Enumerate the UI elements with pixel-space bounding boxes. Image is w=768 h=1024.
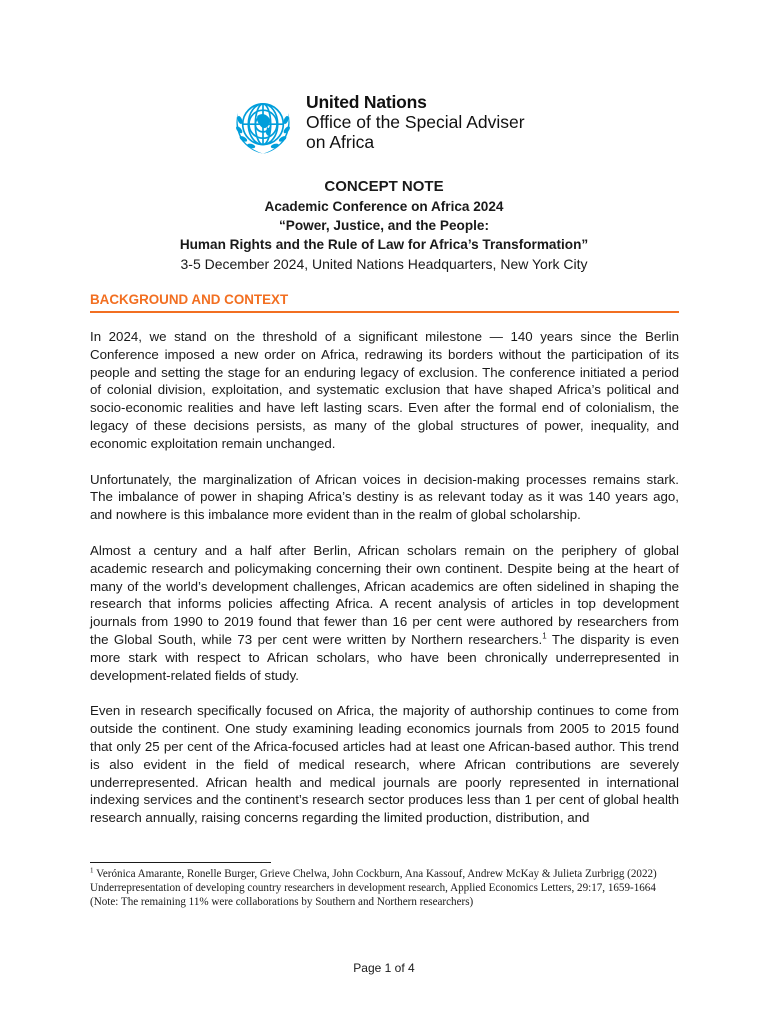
- un-emblem-icon: [228, 92, 298, 162]
- footnote-divider: [90, 862, 271, 863]
- paragraph-3-part-2: The disparity is even more stark with respect to African scholars, who have been chronically underrepresented in development-related fields of study.: [90, 631, 679, 683]
- concept-note-title: CONCEPT NOTE: [324, 178, 444, 195]
- org-line-2: Office of the Special Adviser: [306, 112, 525, 132]
- paragraph-3-part-1: Almost a century and a half after Berlin, African scholars remain on the periphery of global academic research and policymaking concerning their own continent. Despite being at the heart of many of the world’s development challenges, African academics are often sidelined in shaping the research that informs policies affecting Africa. A recent analysis of articles in top development journals from 1990 to 2019 found that fewer than 16 per cent were authored by researchers from the Global South, while 73 per cent were written by Northern researchers.: [90, 542, 679, 647]
- body-text: [90, 328, 679, 845]
- paragraph-3: [90, 542, 679, 684]
- paragraph-4: Even in research specifically focused on Africa, the majority of authorship continues to come from outside the continent. One study examining leading economics journals from 2005 to 2015 found that only 25 per cent of the Africa-focused articles had at least one African-based author. This trend is also evident in the field of medical research, where African contributions are severely underrepresented. African health and medical journals are poorly represented in international indexing services and the continent’s research sector produces less than 1 per cent of global health research annually, raising concerns regarding the limited production, distribution, and: [90, 703, 679, 826]
- page-number: Page 1 of 4: [353, 961, 415, 975]
- org-line-3: on Africa: [306, 132, 375, 152]
- section-divider: [90, 311, 679, 313]
- paragraph-2: Unfortunately, the marginalization of African voices in decision-making processes remains stark. The imbalance of power in shaping Africa’s destiny is as relevant today as it was 140 years ago, and nowhere is this imbalance more evident than in the realm of global scholarship.: [90, 471, 679, 523]
- theme-line-2: Human Rights and the Rule of Law for Africa’s Transformation”: [179, 237, 589, 252]
- footnote-marker: 1: [90, 866, 94, 875]
- theme-line-1: “Power, Justice, and the People:: [278, 218, 489, 233]
- org-line-1: United Nations: [306, 92, 427, 112]
- conference-name: Academic Conference on Africa 2024: [264, 199, 504, 214]
- footnote-reference[interactable]: 1: [542, 631, 547, 641]
- conference-dates: 3-5 December 2024, United Nations Headquarters, New York City: [180, 256, 588, 272]
- footnote-text: Verónica Amarante, Ronelle Burger, Grieve Chelwa, John Cockburn, Ana Kassouf, Andrew McKay & Julieta Zurbrigg (2022) Underrepresentation of developing country researchers in development research, Applied Economics Letters, 29:17, 1659-1664 (Note: The remaining 11% were collaborations by Southern and Northern researchers): [90, 868, 657, 909]
- section-heading: BACKGROUND AND CONTEXT: [90, 292, 289, 307]
- letterhead: [228, 92, 525, 162]
- organization-name: [306, 92, 525, 152]
- title-block: [0, 177, 768, 274]
- paragraph-1: In 2024, we stand on the threshold of a significant milestone — 140 years since the Berlin Conference imposed a new order on Africa, redrawing its borders without the participation of its people and setting the stage for an enduring legacy of exclusion. The conference initiated a period of colonial division, exploitation, and systematic exclusion that have shaped Africa’s political and socio-economic realities and have left lasting scars. Even after the formal end of colonialism, the legacy of these decisions persists, as many of the global structures of power, inequality, and economic exploitation remain unchanged.: [90, 329, 679, 451]
- footnote: [90, 867, 679, 910]
